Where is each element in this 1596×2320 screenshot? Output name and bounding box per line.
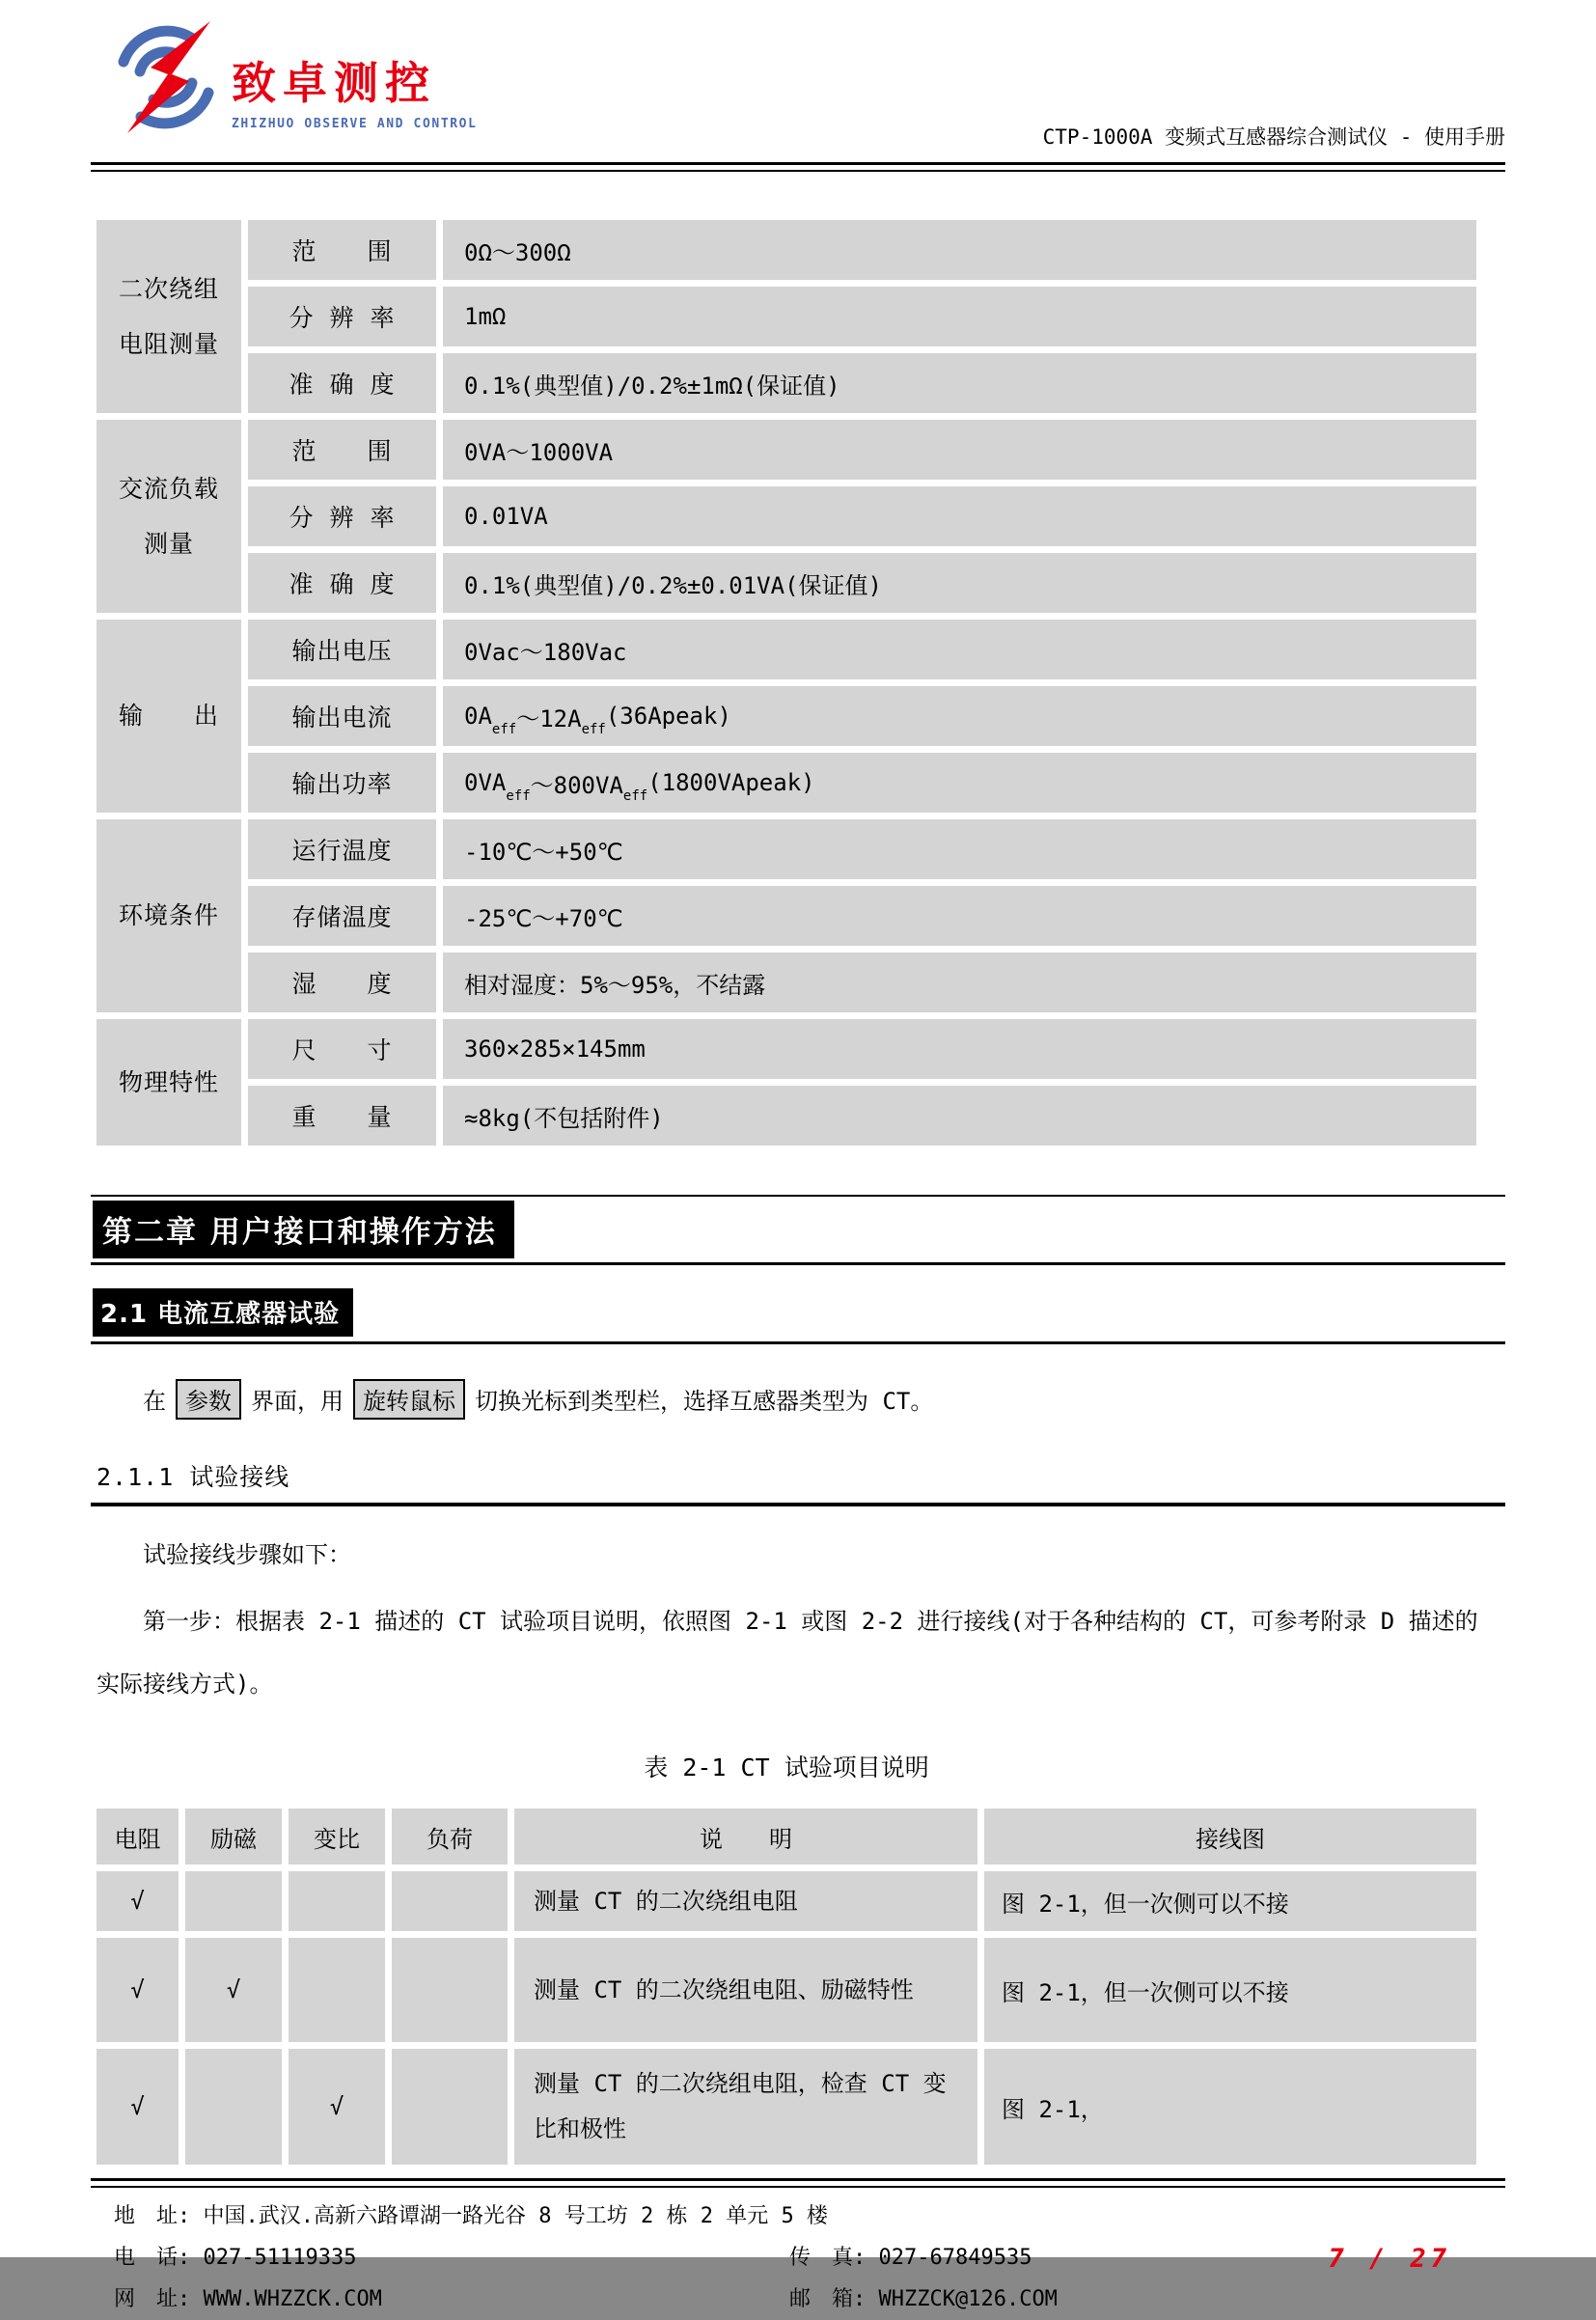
check-cell: √	[96, 1938, 179, 2042]
spec-group-label-line: 物理特性	[118, 1067, 219, 1096]
page-footer	[114, 2196, 1505, 2320]
spec-group-label-line: 测量	[143, 530, 194, 558]
spec-row	[248, 486, 1476, 546]
spec-group-label-line: 交流负载	[118, 474, 219, 503]
spec-value: ≈8kg(不包括附件)	[443, 1086, 1476, 1146]
description-cell: 测量 CT 的二次绕组电阻、励磁特性	[514, 1938, 977, 2042]
value-part: 0A	[464, 703, 492, 730]
brand-logo-text	[232, 19, 478, 131]
spec-param: 重 量	[248, 1086, 436, 1146]
diagram-cell: 图 2-1，但一次侧可以不接	[984, 1938, 1476, 2042]
value-subscript: eff	[506, 788, 531, 804]
spec-row	[248, 620, 1476, 679]
spec-row	[248, 553, 1476, 613]
key-button-rotary-mouse: 旋转鼠标	[353, 1379, 465, 1420]
spec-param: 输出电压	[248, 620, 436, 679]
value-part: 0VA	[464, 769, 507, 796]
table21	[96, 1809, 1476, 2165]
spec-value: 0Ω～300Ω	[443, 220, 1476, 280]
subsection-rule	[91, 1503, 1505, 1506]
spec-group-ac-burden	[96, 420, 1476, 613]
table21-row	[96, 2049, 1476, 2165]
col-header-excitation: 励磁	[185, 1809, 282, 1864]
table21-row	[96, 1871, 1476, 1931]
spec-group-label-line: 电阻测量	[118, 330, 219, 358]
description-cell: 测量 CT 的二次绕组电阻，检查 CT 变比和极性	[514, 2049, 977, 2165]
key-button-params: 参数	[176, 1379, 241, 1420]
spec-row	[248, 1086, 1476, 1146]
spec-group-label	[96, 1019, 241, 1146]
footer-phone-row	[114, 2237, 1505, 2279]
subsection-title: 2.1.1 试验接线	[96, 1463, 290, 1491]
footer-web-row	[114, 2279, 1505, 2320]
address-label: 地 址:	[114, 2204, 204, 2228]
spec-param: 分 辨 率	[248, 287, 436, 346]
table21-header-row	[96, 1809, 1476, 1864]
header-divider	[91, 162, 1505, 172]
col-header-description: 说 明	[514, 1809, 977, 1864]
spec-row	[248, 819, 1476, 879]
check-cell	[185, 2049, 282, 2165]
spec-table	[96, 220, 1476, 1146]
steps-intro: 试验接线步骤如下：	[143, 1541, 351, 1568]
check-cell: √	[96, 2049, 179, 2165]
footer-divider	[91, 2178, 1505, 2188]
spec-param: 输出功率	[248, 753, 436, 813]
intro-paragraph	[96, 1379, 1500, 1420]
spec-value: 相对湿度：5%～95%，不结露	[443, 953, 1476, 1012]
spec-param: 分 辨 率	[248, 486, 436, 546]
spec-param: 运行温度	[248, 819, 436, 879]
spec-param: 湿 度	[248, 953, 436, 1012]
col-header-diagram: 接线图	[984, 1809, 1476, 1864]
spec-group-label	[96, 620, 241, 813]
spec-row	[248, 1019, 1476, 1079]
section-title: 2.1 电流互感器试验	[93, 1288, 353, 1337]
spec-row	[248, 220, 1476, 280]
check-cell: √	[185, 1938, 282, 2042]
diagram-cell: 图 2-1，但一次侧可以不接	[984, 1871, 1476, 1931]
spec-row	[248, 753, 1476, 813]
col-header-burden: 负荷	[392, 1809, 508, 1864]
spec-group-environment	[96, 819, 1476, 1012]
table21-row	[96, 1938, 1476, 2042]
chapter-rule-bottom	[91, 1262, 1505, 1265]
chapter-title: 第二章 用户接口和操作方法	[93, 1201, 514, 1258]
page-header	[0, 0, 1596, 162]
phone-value: 027-51119335	[203, 2246, 357, 2270]
brand-name-cn: 致卓测控	[232, 57, 436, 109]
spec-row	[248, 886, 1476, 946]
check-cell: √	[289, 2049, 385, 2165]
spec-row	[248, 420, 1476, 480]
phone-label: 电 话:	[114, 2246, 204, 2270]
spec-param: 准 确 度	[248, 553, 436, 613]
spec-value: -25℃～+70℃	[443, 886, 1476, 946]
spec-param: 范 围	[248, 420, 436, 480]
value-part: ～800VA	[530, 771, 623, 799]
footer-address-row	[114, 2196, 1505, 2237]
document-title: CTP-1000A 变频式互感器综合测试仪 - 使用手册	[1042, 125, 1505, 149]
description-cell: 测量 CT 的二次绕组电阻	[514, 1871, 977, 1931]
check-cell	[289, 1871, 385, 1931]
website-label: 网 址:	[114, 2287, 204, 2311]
spec-param: 尺 寸	[248, 1019, 436, 1079]
spec-value: -10℃～+50℃	[443, 819, 1476, 879]
check-cell	[289, 1938, 385, 2042]
chapter-rule-top	[91, 1195, 1505, 1197]
spec-param: 准 确 度	[248, 353, 436, 413]
intro-text: 界面，用	[251, 1388, 344, 1415]
spec-group-label	[96, 220, 241, 413]
spec-group-label	[96, 819, 241, 1012]
spec-value: 0VA～1000VA	[443, 420, 1476, 480]
col-header-resistance: 电阻	[96, 1809, 179, 1864]
brand-logo	[104, 19, 478, 135]
spec-value: 1mΩ	[443, 287, 1476, 346]
address-value: 中国.武汉.高新六路谭湖一路光谷 8 号工坊 2 栋 2 单元 5 楼	[203, 2204, 828, 2228]
section-rule-bottom	[91, 1341, 1505, 1344]
diagram-cell: 图 2-1，	[984, 2049, 1476, 2165]
spec-value	[443, 686, 1476, 746]
website-value: WWW.WHZZCK.COM	[203, 2287, 382, 2311]
fax-label: 传 真:	[789, 2246, 879, 2270]
fax-value: 027-67849535	[878, 2246, 1032, 2270]
intro-text: 在	[143, 1388, 166, 1415]
check-cell	[392, 1871, 508, 1931]
spec-group-label-line: 环境条件	[118, 901, 219, 930]
value-subscript: eff	[491, 722, 517, 737]
col-header-ratio: 变比	[289, 1809, 385, 1864]
spec-group-label-line: 输 出	[118, 702, 219, 731]
spec-param: 存储温度	[248, 886, 436, 946]
spec-group-label-line: 二次绕组	[118, 274, 219, 303]
table21-caption: 表 2-1 CT 试验项目说明	[644, 1754, 929, 1781]
spec-value: 0.1%(典型值)/0.2%±0.01VA(保证值)	[443, 553, 1476, 613]
spec-group-output	[96, 620, 1476, 813]
intro-text: 切换光标到类型栏，选择互感器类型为 CT。	[475, 1388, 934, 1415]
spec-group-label	[96, 420, 241, 613]
spec-value: 0.1%(典型值)/0.2%±1mΩ(保证值)	[443, 353, 1476, 413]
spec-row	[248, 686, 1476, 746]
spec-param: 输出电流	[248, 686, 436, 746]
step1-paragraph: 第一步：根据表 2-1 描述的 CT 试验项目说明，依照图 2-1 或图 2-2 进行接线(对于各种结构的 CT，可参考附录 D 描述的实际接线方式)。	[96, 1608, 1478, 1698]
brand-logo-icon	[104, 19, 228, 135]
value-part: (1800VApeak)	[647, 769, 815, 796]
email-value: WHZZCK@126.COM	[878, 2287, 1058, 2311]
spec-row	[248, 287, 1476, 346]
check-cell: √	[96, 1871, 179, 1931]
spec-row	[248, 353, 1476, 413]
check-cell	[392, 2049, 508, 2165]
spec-row	[248, 953, 1476, 1012]
check-cell	[185, 1871, 282, 1931]
value-part: (36Apeak)	[605, 703, 731, 730]
value-part: ～12A	[516, 704, 582, 732]
spec-group-physical	[96, 1019, 1476, 1146]
spec-param: 范 围	[248, 220, 436, 280]
spec-value	[443, 753, 1476, 813]
value-subscript: eff	[581, 722, 606, 737]
spec-group-secondary-winding	[96, 220, 1476, 413]
spec-value: 0.01VA	[443, 486, 1476, 546]
spec-value: 360×285×145mm	[443, 1019, 1476, 1079]
page-number: 7 / 27	[1328, 2244, 1451, 2274]
spec-value: 0Vac～180Vac	[443, 620, 1476, 679]
brand-name-en: ZHIZHUO OBSERVE AND CONTROL	[232, 117, 478, 131]
check-cell	[392, 1938, 508, 2042]
email-label: 邮 箱:	[789, 2287, 879, 2311]
value-subscript: eff	[622, 788, 648, 804]
